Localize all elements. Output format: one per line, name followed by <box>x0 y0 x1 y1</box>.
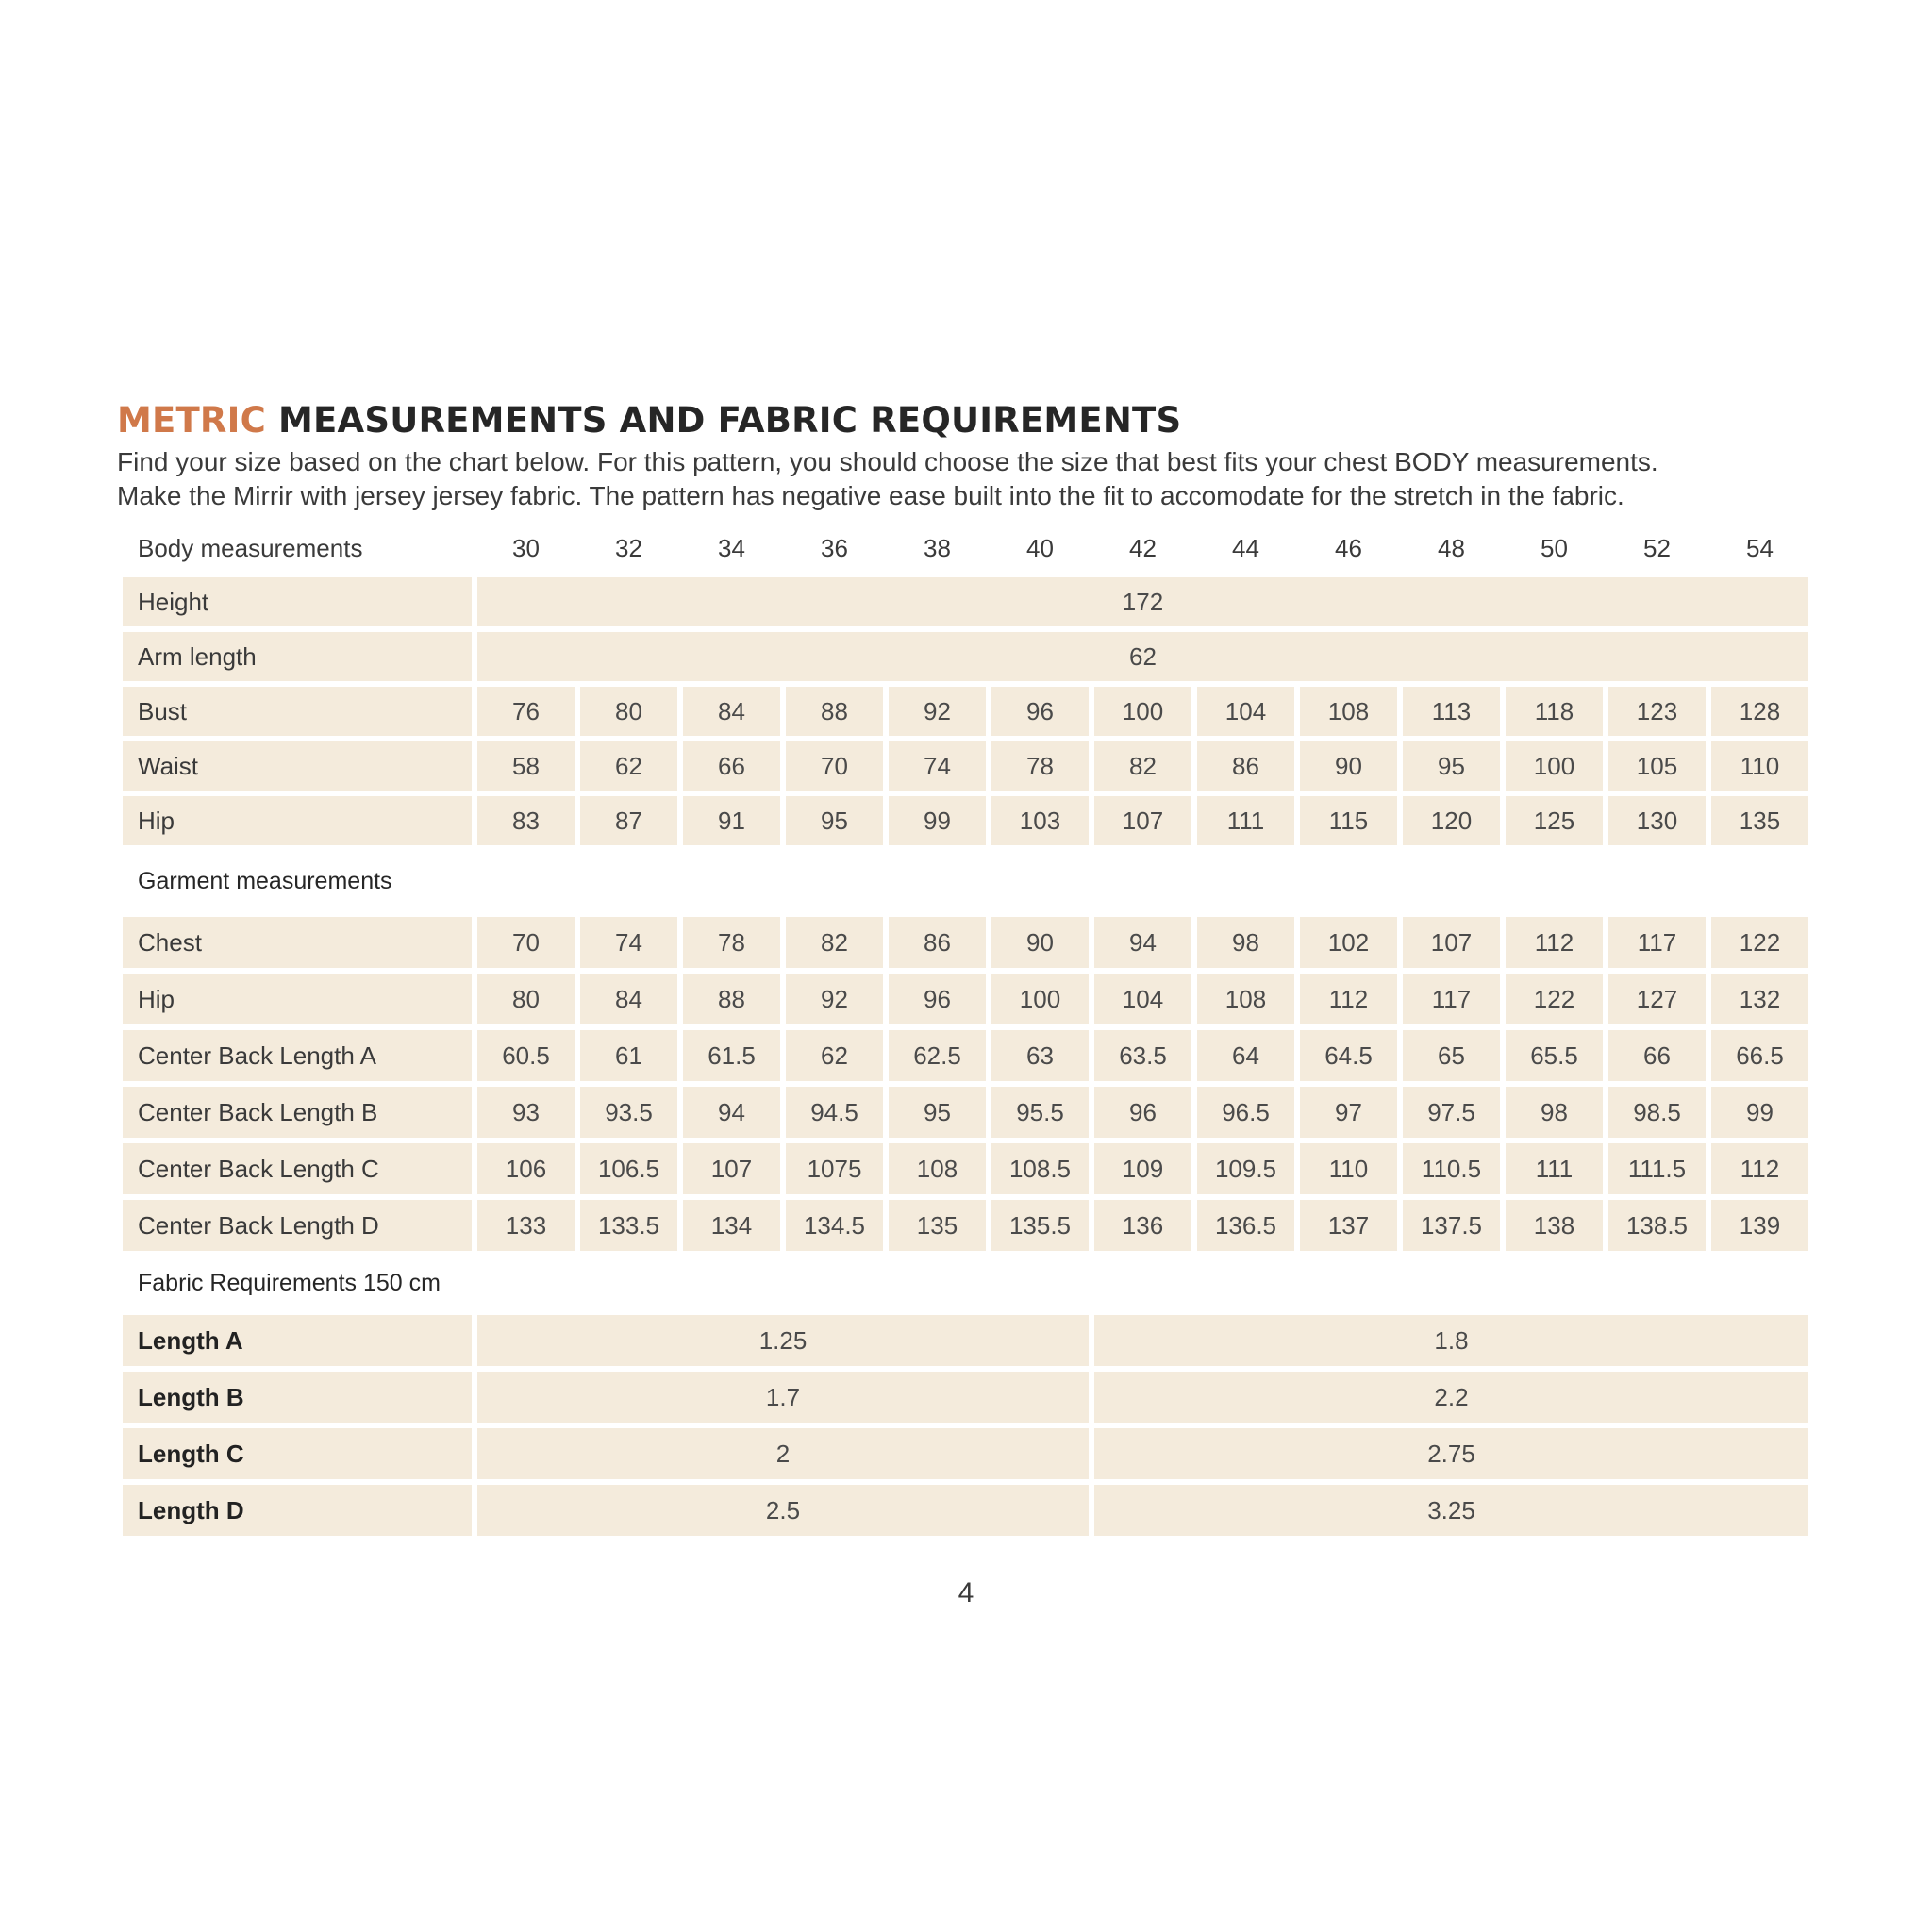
row-label: Hip <box>123 974 472 1024</box>
table-cell: 99 <box>889 796 986 845</box>
table-cell: 108 <box>1197 974 1294 1024</box>
table-cell: 84 <box>683 687 780 736</box>
fabric-value-large-sizes: 2.2 <box>1094 1372 1808 1423</box>
table-cell: 133 <box>477 1200 575 1251</box>
table-cell: 136.5 <box>1197 1200 1294 1251</box>
table-cell: 135.5 <box>991 1200 1089 1251</box>
size-header: 36 <box>821 533 848 562</box>
intro-text <box>117 445 1658 513</box>
row-label: Waist <box>123 741 472 791</box>
table-cell: 104 <box>1197 687 1294 736</box>
table-cell: 96 <box>991 687 1089 736</box>
table-cell: 107 <box>1403 917 1500 968</box>
height-value: 172 <box>477 577 1808 626</box>
size-header: 42 <box>1129 533 1157 562</box>
table-cell: 96 <box>1094 1087 1191 1138</box>
table-cell: 110 <box>1300 1143 1397 1194</box>
intro-line: Make the Mirrir with jersey jersey fabric. The pattern has negative ease built into the fit to accomodate for the stretch in the fabric. <box>117 481 1624 510</box>
table-cell: 127 <box>1608 974 1706 1024</box>
fabric-requirements-heading: Fabric Requirements 150 cm <box>138 1269 441 1296</box>
table-cell: 110.5 <box>1403 1143 1500 1194</box>
table-cell: 92 <box>786 974 883 1024</box>
table-cell: 130 <box>1608 796 1706 845</box>
table-cell: 65.5 <box>1506 1030 1603 1081</box>
table-cell: 61 <box>580 1030 677 1081</box>
table-cell: 95 <box>786 796 883 845</box>
table-cell: 105 <box>1608 741 1706 791</box>
table-cell: 83 <box>477 796 575 845</box>
table-cell: 136 <box>1094 1200 1191 1251</box>
row-label: Bust <box>123 687 472 736</box>
table-cell: 120 <box>1403 796 1500 845</box>
arm-length-value: 62 <box>477 632 1808 681</box>
table-cell: 139 <box>1711 1200 1808 1251</box>
table-cell: 64.5 <box>1300 1030 1397 1081</box>
row-label: Hip <box>123 796 472 845</box>
body-measurements-heading: Body measurements <box>138 533 363 562</box>
garment-measurements-heading: Garment measurements <box>138 867 392 894</box>
fabric-value-small-sizes: 2.5 <box>477 1485 1089 1536</box>
table-cell: 125 <box>1506 796 1603 845</box>
title-accent: METRIC <box>117 400 266 441</box>
measurement-table <box>123 525 1809 1536</box>
table-cell: 102 <box>1300 917 1397 968</box>
size-header: 50 <box>1541 533 1568 562</box>
table-cell: 135 <box>1711 796 1808 845</box>
table-cell: 103 <box>991 796 1089 845</box>
table-cell: 107 <box>683 1143 780 1194</box>
size-header: 32 <box>615 533 642 562</box>
table-cell: 91 <box>683 796 780 845</box>
size-header: 34 <box>718 533 745 562</box>
table-cell: 117 <box>1608 917 1706 968</box>
table-cell: 88 <box>786 687 883 736</box>
size-header: 44 <box>1232 533 1259 562</box>
table-cell: 108 <box>889 1143 986 1194</box>
table-cell: 111 <box>1506 1143 1603 1194</box>
table-cell: 115 <box>1300 796 1397 845</box>
table-cell: 92 <box>889 687 986 736</box>
table-cell: 96.5 <box>1197 1087 1294 1138</box>
size-header: 48 <box>1438 533 1465 562</box>
row-label: Length C <box>123 1428 472 1479</box>
row-label: Length A <box>123 1315 472 1366</box>
table-cell: 63.5 <box>1094 1030 1191 1081</box>
row-label: Chest <box>123 917 472 968</box>
page-number: 4 <box>958 1577 974 1608</box>
table-cell: 90 <box>991 917 1089 968</box>
table-cell: 94 <box>683 1087 780 1138</box>
intro-line: Find your size based on the chart below. For this pattern, you should choose the size that best fits your chest BODY measurements. <box>117 447 1658 476</box>
table-cell: 63 <box>991 1030 1089 1081</box>
table-cell: 93.5 <box>580 1087 677 1138</box>
table-cell: 112 <box>1300 974 1397 1024</box>
fabric-value-small-sizes: 1.25 <box>477 1315 1089 1366</box>
row-label: Center Back Length B <box>123 1087 472 1138</box>
size-header: 38 <box>924 533 951 562</box>
table-cell: 94 <box>1094 917 1191 968</box>
title-rest: MEASUREMENTS AND FABRIC REQUIREMENTS <box>265 400 1182 441</box>
table-cell: 61.5 <box>683 1030 780 1081</box>
row-label: Center Back Length D <box>123 1200 472 1251</box>
size-header: 52 <box>1643 533 1671 562</box>
table-cell: 106.5 <box>580 1143 677 1194</box>
table-cell: 82 <box>786 917 883 968</box>
table-cell: 78 <box>991 741 1089 791</box>
table-cell: 111.5 <box>1608 1143 1706 1194</box>
table-cell: 94.5 <box>786 1087 883 1138</box>
table-cell: 70 <box>477 917 575 968</box>
table-cell: 122 <box>1711 917 1808 968</box>
table-cell: 118 <box>1506 687 1603 736</box>
table-cell: 99 <box>1711 1087 1808 1138</box>
table-cell: 76 <box>477 687 575 736</box>
table-cell: 107 <box>1094 796 1191 845</box>
row-label: Center Back Length C <box>123 1143 472 1194</box>
table-cell: 95 <box>1403 741 1500 791</box>
table-cell: 117 <box>1403 974 1500 1024</box>
table-cell: 100 <box>991 974 1089 1024</box>
table-cell: 133.5 <box>580 1200 677 1251</box>
fabric-value-small-sizes: 1.7 <box>477 1372 1089 1423</box>
table-cell: 95 <box>889 1087 986 1138</box>
table-cell: 64 <box>1197 1030 1294 1081</box>
table-cell: 108.5 <box>991 1143 1089 1194</box>
table-cell: 98 <box>1197 917 1294 968</box>
table-cell: 90 <box>1300 741 1397 791</box>
fabric-value-large-sizes: 2.75 <box>1094 1428 1808 1479</box>
table-cell: 66 <box>683 741 780 791</box>
table-cell: 74 <box>580 917 677 968</box>
table-cell: 104 <box>1094 974 1191 1024</box>
table-cell: 95.5 <box>991 1087 1089 1138</box>
table-cell: 109 <box>1094 1143 1191 1194</box>
table-cell: 106 <box>477 1143 575 1194</box>
table-cell: 62.5 <box>889 1030 986 1081</box>
table-cell: 78 <box>683 917 780 968</box>
fabric-value-large-sizes: 3.25 <box>1094 1485 1808 1536</box>
fabric-value-small-sizes: 2 <box>477 1428 1089 1479</box>
table-cell: 98 <box>1506 1087 1603 1138</box>
table-cell: 86 <box>889 917 986 968</box>
table-cell: 87 <box>580 796 677 845</box>
table-cell: 112 <box>1711 1143 1808 1194</box>
table-cell: 100 <box>1506 741 1603 791</box>
fabric-value-large-sizes: 1.8 <box>1094 1315 1808 1366</box>
table-cell: 80 <box>477 974 575 1024</box>
table-cell: 110 <box>1711 741 1808 791</box>
row-label: Center Back Length A <box>123 1030 472 1081</box>
table-cell: 66 <box>1608 1030 1706 1081</box>
table-cell: 138.5 <box>1608 1200 1706 1251</box>
table-cell: 66.5 <box>1711 1030 1808 1081</box>
table-cell: 137 <box>1300 1200 1397 1251</box>
table-cell: 134 <box>683 1200 780 1251</box>
table-cell: 97 <box>1300 1087 1397 1138</box>
table-cell: 122 <box>1506 974 1603 1024</box>
table-cell: 88 <box>683 974 780 1024</box>
table-cell: 1075 <box>786 1143 883 1194</box>
table-cell: 132 <box>1711 974 1808 1024</box>
row-label: Length D <box>123 1485 472 1536</box>
table-cell: 137.5 <box>1403 1200 1500 1251</box>
table-cell: 111 <box>1197 796 1294 845</box>
table-cell: 134.5 <box>786 1200 883 1251</box>
table-cell: 108 <box>1300 687 1397 736</box>
table-cell: 65 <box>1403 1030 1500 1081</box>
table-cell: 62 <box>580 741 677 791</box>
table-cell: 138 <box>1506 1200 1603 1251</box>
table-cell: 74 <box>889 741 986 791</box>
table-cell: 62 <box>786 1030 883 1081</box>
table-cell: 60.5 <box>477 1030 575 1081</box>
row-label: Length B <box>123 1372 472 1423</box>
table-cell: 123 <box>1608 687 1706 736</box>
table-cell: 96 <box>889 974 986 1024</box>
table-cell: 135 <box>889 1200 986 1251</box>
table-cell: 84 <box>580 974 677 1024</box>
row-label: Height <box>123 577 472 626</box>
row-label: Arm length <box>123 632 472 681</box>
table-cell: 112 <box>1506 917 1603 968</box>
table-cell: 128 <box>1711 687 1808 736</box>
table-cell: 93 <box>477 1087 575 1138</box>
table-cell: 70 <box>786 741 883 791</box>
table-cell: 58 <box>477 741 575 791</box>
table-cell: 86 <box>1197 741 1294 791</box>
table-cell: 80 <box>580 687 677 736</box>
table-cell: 100 <box>1094 687 1191 736</box>
table-cell: 82 <box>1094 741 1191 791</box>
page-title <box>117 400 1181 441</box>
table-cell: 109.5 <box>1197 1143 1294 1194</box>
table-cell: 97.5 <box>1403 1087 1500 1138</box>
size-header: 40 <box>1026 533 1054 562</box>
size-header: 30 <box>512 533 540 562</box>
size-header: 46 <box>1335 533 1362 562</box>
size-header: 54 <box>1746 533 1774 562</box>
table-cell: 98.5 <box>1608 1087 1706 1138</box>
table-cell: 113 <box>1403 687 1500 736</box>
